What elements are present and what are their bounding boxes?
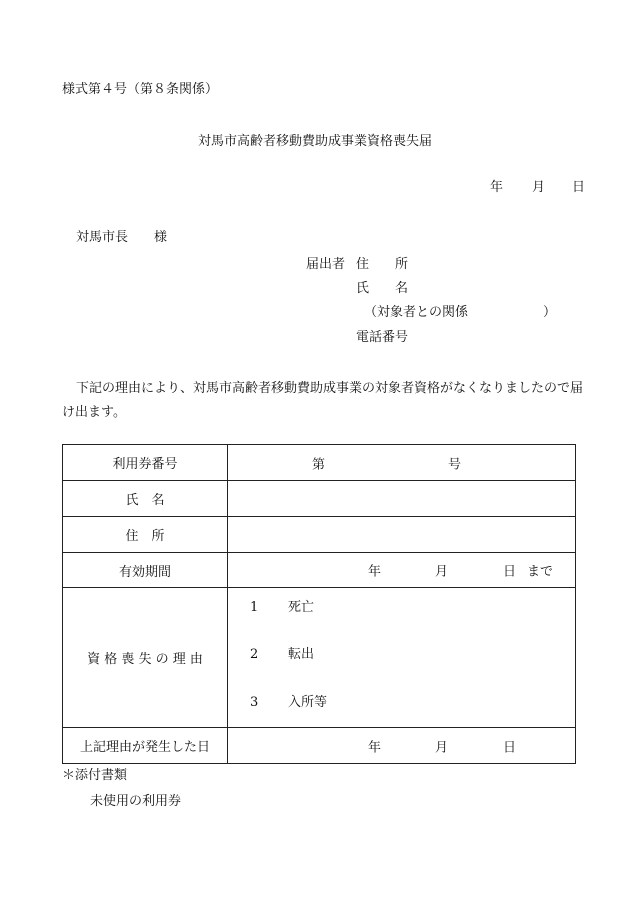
occurred-date-label: 上記理由が発生した日 bbox=[63, 728, 228, 764]
address-label: 住 所 bbox=[63, 517, 228, 553]
filer-relation-label: （対象者との関係 bbox=[364, 305, 469, 320]
name-label: 氏 名 bbox=[63, 481, 228, 517]
filer-label: 届出者 bbox=[306, 257, 346, 272]
validity-label: 有効期間 bbox=[63, 553, 228, 588]
date-year-label: 年 bbox=[490, 180, 504, 195]
form-number: 様式第４号（第８条関係） bbox=[62, 82, 219, 97]
reason-text: 入所等 bbox=[288, 695, 328, 710]
table-row bbox=[63, 445, 576, 481]
ticket-number-field[interactable] bbox=[228, 445, 576, 481]
attachment-item: 未使用の利用券 bbox=[90, 794, 182, 809]
table-row bbox=[63, 588, 576, 728]
reason-option-death[interactable] bbox=[250, 596, 314, 615]
validity-month: 月 bbox=[435, 564, 449, 580]
reason-option-move-out[interactable] bbox=[250, 643, 314, 662]
date-month-label: 月 bbox=[532, 180, 546, 195]
attachments-heading: ＊添付書類 bbox=[62, 768, 128, 783]
body-text: 下記の理由により、対馬市高齢者移動費助成事業の対象者資格がなくなりましたので届け出ます。 bbox=[62, 381, 584, 420]
filer-name-label: 氏 名 bbox=[356, 281, 409, 296]
occurred-month: 月 bbox=[435, 740, 449, 755]
reason-field bbox=[228, 588, 576, 728]
reason-label: 資 格 喪 失 の 理 由 bbox=[63, 588, 228, 728]
occurred-year: 年 bbox=[368, 740, 382, 755]
reason-number: 3 bbox=[250, 695, 259, 710]
ticket-number-label: 利用券番号 bbox=[63, 445, 228, 481]
ticket-go: 号 bbox=[448, 457, 462, 472]
validity-field[interactable] bbox=[228, 553, 576, 588]
occurred-date-field[interactable] bbox=[228, 728, 576, 764]
reason-text: 死亡 bbox=[288, 600, 315, 615]
reason-option-admission[interactable] bbox=[250, 691, 327, 710]
reason-text: 転出 bbox=[288, 647, 315, 662]
validity-year: 年 bbox=[368, 564, 382, 580]
ticket-dai: 第 bbox=[312, 457, 326, 472]
addressee: 対馬市長 様 bbox=[76, 230, 168, 245]
address-field[interactable] bbox=[228, 517, 576, 553]
validity-day: 日 bbox=[503, 564, 517, 580]
occurred-day: 日 bbox=[503, 740, 517, 755]
form-title: 対馬市高齢者移動費助成事業資格喪失届 bbox=[197, 134, 432, 149]
filer-relation-close: ） bbox=[543, 305, 557, 320]
validity-until: まで bbox=[527, 564, 554, 580]
reason-number: 2 bbox=[250, 647, 259, 662]
reason-number: 1 bbox=[250, 600, 259, 615]
date-day-label: 日 bbox=[572, 180, 586, 195]
table-row bbox=[63, 553, 576, 588]
filer-address-label: 住 所 bbox=[356, 257, 409, 272]
filer-phone-label: 電話番号 bbox=[356, 330, 409, 345]
table-row bbox=[63, 517, 576, 553]
name-field[interactable] bbox=[228, 481, 576, 517]
form-table bbox=[62, 444, 576, 764]
table-row bbox=[63, 481, 576, 517]
table-row bbox=[63, 728, 576, 764]
